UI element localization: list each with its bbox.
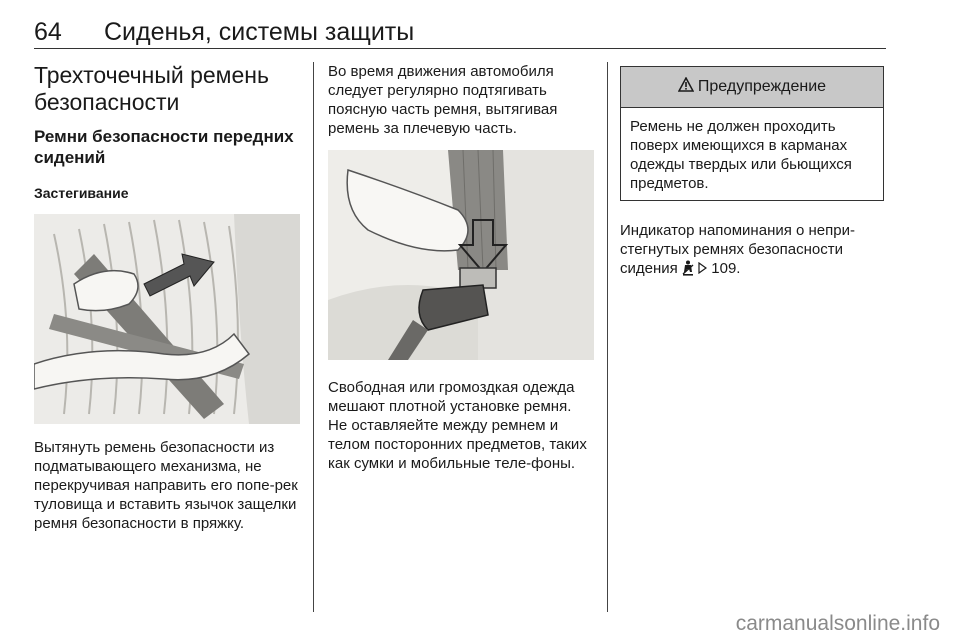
column-divider-2 [607,62,608,612]
reminder-note-text: Индикатор напоминания о непри-стегнутых ремнях безопасности сидения [620,222,855,277]
column-1 [34,62,300,533]
warning-text: Ремень не должен проходить поверх имеющихся в карманах одежды твердых или бьющихся предметов. [630,118,852,192]
buckle-insert-illustration [328,150,594,360]
column-3 [620,66,886,281]
column-divider-1 [313,62,314,612]
warning-header [621,67,883,108]
fastening-heading: Застегивание [34,185,129,201]
seat-belt-pull-illustration [34,214,300,424]
tightening-instruction: Во время движения автомобиля следует регулярно подтягивать поясную часть ремня, вытягивая ремень за плечевую часть. [328,63,558,137]
watermark: carmanualsonline.info [735,612,940,635]
page-header [34,18,886,49]
column-2 [328,62,594,473]
warning-triangle-icon [678,77,694,97]
warning-title: Предупреждение [697,78,827,95]
fastening-instruction: Вытянуть ремень безопасности из подматывающего механизма, не перекручивая направить его попе-рек туловища и вставить язычок защелки ремня безопасности в пряжку. [34,439,298,532]
section-title: Трехточечный ремень безопасности [34,62,269,115]
reminder-note [620,221,886,281]
reference-page-number: 109. [711,260,741,277]
seatbelt-reminder-icon [682,260,694,281]
clothing-warning: Свободная или громоздкая одежда мешают плотной установке ремня. Не оставляейте между ремнем и телом посторонних предметов, таких как сумки и мобильные теле-фоны. [328,379,587,472]
page-reference-icon [698,260,707,279]
subsection-title: Ремни безопасности передних сидений [34,127,294,167]
warning-box [620,66,884,201]
chapter-title: Сиденья, системы защиты [104,18,415,46]
page-number: 64 [34,18,62,46]
